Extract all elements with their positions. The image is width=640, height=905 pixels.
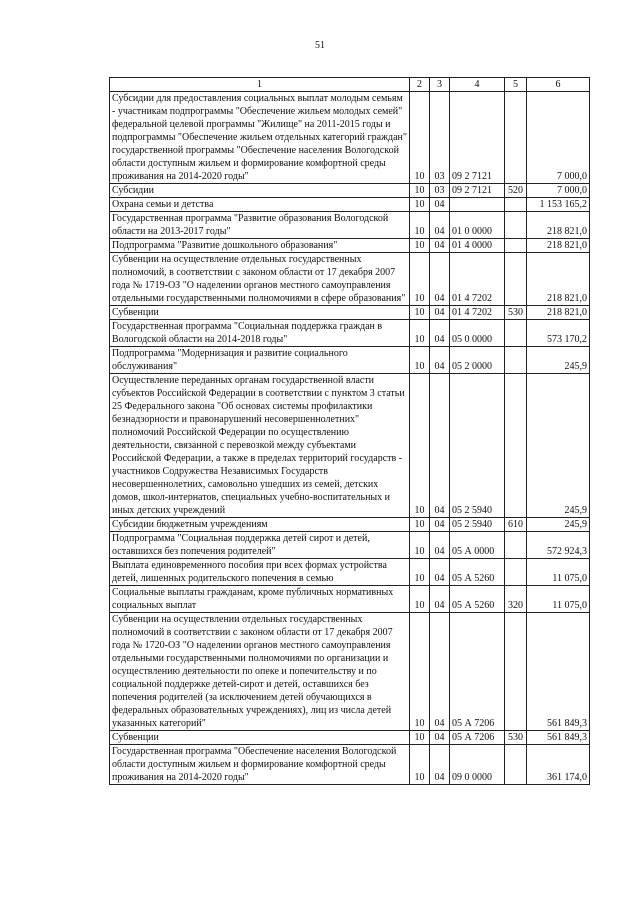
row-name-cell: Субсидии для предоставления социальных выплат молодым семьям - участникам подпрограммы "Обеспечение жильем молодых семей" федеральной целевой программы "Жилище" на 2011-2015 годы и подпрограммы "Обеспечение жильем отдельных категорий граждан" государственной программы "Обеспечение населения Вологодской области доступным жильем и формирование комфортной среды проживания на 2014-2020 годы": [110, 92, 410, 184]
target-article-cell: 01 4 7202: [450, 253, 505, 306]
amount-cell: 573 170,2: [527, 320, 590, 347]
amount-cell: 7 000,0: [527, 92, 590, 184]
section-cell: 10: [410, 184, 430, 198]
expense-type-cell: 610: [505, 518, 527, 532]
target-article-cell: 01 4 7202: [450, 306, 505, 320]
subsection-cell: 04: [430, 306, 450, 320]
target-article-cell: 09 2 7121: [450, 92, 505, 184]
section-cell: 10: [410, 306, 430, 320]
subsection-cell: 04: [430, 518, 450, 532]
expense-type-cell: 530: [505, 306, 527, 320]
section-cell: 10: [410, 559, 430, 586]
table-row: [110, 518, 590, 532]
amount-cell: 7 000,0: [527, 184, 590, 198]
target-article-cell: 05 2 5940: [450, 374, 505, 518]
target-article-cell: 05 А 5260: [450, 559, 505, 586]
header-cell: 5: [505, 78, 527, 92]
target-article-cell: 05 2 5940: [450, 518, 505, 532]
table-row: [110, 320, 590, 347]
header-cell: 6: [527, 78, 590, 92]
row-name-cell: Охрана семьи и детства: [110, 198, 410, 212]
expense-type-cell: [505, 212, 527, 239]
section-cell: 10: [410, 518, 430, 532]
budget-table: [109, 77, 590, 785]
row-name-cell: Государственная программа "Обеспечение населения Вологодской области доступным жильем и формирование комфортной среды проживания на 2014-2020 годы": [110, 745, 410, 785]
row-name-cell: Социальные выплаты гражданам, кроме публичных нормативных социальных выплат: [110, 586, 410, 613]
table-row: [110, 586, 590, 613]
subsection-cell: 04: [430, 320, 450, 347]
expense-type-cell: 530: [505, 731, 527, 745]
row-name-cell: Субсидии бюджетным учреждениям: [110, 518, 410, 532]
section-cell: 10: [410, 613, 430, 731]
row-name-cell: Субвенции: [110, 306, 410, 320]
subsection-cell: 03: [430, 184, 450, 198]
expense-type-cell: [505, 559, 527, 586]
row-name-cell: Субвенции на осуществлении отдельных государственных полномочий в соответствии с законом области от 17 декабря 2007 года № 1720-ОЗ "О наделении органов местного самоуправления отдельными государственными полномочиями по организации и осуществлению деятельности по опеке и попечительству и по социальной поддержке детей-сирот и детей, оставшихся без попечения родителей (за исключением детей обучающихся в федеральных образовательных учреждениях), лиц из числа детей указанных категорий": [110, 613, 410, 731]
table-row: [110, 745, 590, 785]
row-name-cell: Субвенции на осуществление отдельных государственных полномочий, в соответствии с законом области от 17 декабря 2007 года № 1719-ОЗ "О наделении органов местного самоуправления отдельными государственными полномочиями в сфере образования": [110, 253, 410, 306]
subsection-cell: 03: [430, 92, 450, 184]
header-cell: 2: [410, 78, 430, 92]
page-number: 51: [315, 40, 325, 51]
subsection-cell: 04: [430, 559, 450, 586]
table-row: [110, 198, 590, 212]
expense-type-cell: [505, 613, 527, 731]
section-cell: 10: [410, 253, 430, 306]
target-article-cell: 05 А 7206: [450, 613, 505, 731]
amount-cell: 245,9: [527, 374, 590, 518]
target-article-cell: 05 А 5260: [450, 586, 505, 613]
section-cell: 10: [410, 92, 430, 184]
subsection-cell: 04: [430, 613, 450, 731]
amount-cell: 245,9: [527, 347, 590, 374]
section-cell: 10: [410, 532, 430, 559]
target-article-cell: [450, 198, 505, 212]
table-row: [110, 374, 590, 518]
table-row: [110, 731, 590, 745]
target-article-cell: 05 А 0000: [450, 532, 505, 559]
section-cell: 10: [410, 374, 430, 518]
row-name-cell: Государственная программа "Социальная поддержка граждан в Вологодской области на 2014-2018 годы": [110, 320, 410, 347]
table-row: [110, 532, 590, 559]
table-row: [110, 184, 590, 198]
subsection-cell: 04: [430, 374, 450, 518]
row-name-cell: Подпрограмма "Социальная поддержка детей сирот и детей, оставшихся без попечения родителей": [110, 532, 410, 559]
amount-cell: 572 924,3: [527, 532, 590, 559]
target-article-cell: 01 0 0000: [450, 212, 505, 239]
expense-type-cell: 320: [505, 586, 527, 613]
expense-type-cell: [505, 253, 527, 306]
table-row: [110, 306, 590, 320]
expense-type-cell: [505, 532, 527, 559]
amount-cell: 1 153 165,2: [527, 198, 590, 212]
table-row: [110, 559, 590, 586]
subsection-cell: 04: [430, 731, 450, 745]
table-row: [110, 253, 590, 306]
subsection-cell: 04: [430, 212, 450, 239]
expense-type-cell: [505, 320, 527, 347]
section-cell: 10: [410, 212, 430, 239]
row-name-cell: Выплата единовременного пособия при всех формах устройства детей, лишенных родительского попечения в семью: [110, 559, 410, 586]
section-cell: 10: [410, 347, 430, 374]
section-cell: 10: [410, 239, 430, 253]
amount-cell: 218 821,0: [527, 239, 590, 253]
table-row: [110, 239, 590, 253]
row-name-cell: Субвенции: [110, 731, 410, 745]
subsection-cell: 04: [430, 253, 450, 306]
row-name-cell: Подпрограмма "Развитие дошкольного образования": [110, 239, 410, 253]
section-cell: 10: [410, 198, 430, 212]
header-cell: 3: [430, 78, 450, 92]
amount-cell: 11 075,0: [527, 559, 590, 586]
table-row: [110, 613, 590, 731]
target-article-cell: 09 0 0000: [450, 745, 505, 785]
target-article-cell: 09 2 7121: [450, 184, 505, 198]
subsection-cell: 04: [430, 239, 450, 253]
table-row: [110, 92, 590, 184]
row-name-cell: Субсидии: [110, 184, 410, 198]
amount-cell: 11 075,0: [527, 586, 590, 613]
amount-cell: 561 849,3: [527, 613, 590, 731]
subsection-cell: 04: [430, 198, 450, 212]
header-cell: 1: [110, 78, 410, 92]
table-body: [110, 92, 590, 785]
section-cell: 10: [410, 320, 430, 347]
table-row: [110, 212, 590, 239]
row-name-cell: Государственная программа "Развитие образования Вологодской области на 2013-2017 годы": [110, 212, 410, 239]
amount-cell: 218 821,0: [527, 253, 590, 306]
section-cell: 10: [410, 586, 430, 613]
expense-type-cell: 520: [505, 184, 527, 198]
target-article-cell: 05 0 0000: [450, 320, 505, 347]
amount-cell: 361 174,0: [527, 745, 590, 785]
amount-cell: 218 821,0: [527, 306, 590, 320]
row-name-cell: Осуществление переданных органам государственной власти субъектов Российской Федерации в соответствии с пунктом 3 статьи 25 Федерального закона "Об основах системы профилактики безнадзорности и правонарушений несовершеннолетних" полномочий Российской Федерации по осуществлению деятельности, связанной с перевозкой между субъектами Российской Федерации, а также в пределах территорий государств - участников Содружества Независимых Государств несовершеннолетних, самовольно ушедших из семей, детских домов, школ-интернатов, специальных учебно-воспитательных и иных детских учреждений: [110, 374, 410, 518]
target-article-cell: 05 2 0000: [450, 347, 505, 374]
expense-type-cell: [505, 745, 527, 785]
header-cell: 4: [450, 78, 505, 92]
section-cell: 10: [410, 731, 430, 745]
expense-type-cell: [505, 374, 527, 518]
subsection-cell: 04: [430, 347, 450, 374]
target-article-cell: 05 А 7206: [450, 731, 505, 745]
expense-type-cell: [505, 198, 527, 212]
subsection-cell: 04: [430, 532, 450, 559]
amount-cell: 245,9: [527, 518, 590, 532]
subsection-cell: 04: [430, 745, 450, 785]
expense-type-cell: [505, 92, 527, 184]
amount-cell: 561 849,3: [527, 731, 590, 745]
header-row: [110, 78, 590, 92]
amount-cell: 218 821,0: [527, 212, 590, 239]
section-cell: 10: [410, 745, 430, 785]
target-article-cell: 01 4 0000: [450, 239, 505, 253]
expense-type-cell: [505, 347, 527, 374]
subsection-cell: 04: [430, 586, 450, 613]
row-name-cell: Подпрограмма "Модернизация и развитие социального обслуживания": [110, 347, 410, 374]
table-row: [110, 347, 590, 374]
expense-type-cell: [505, 239, 527, 253]
